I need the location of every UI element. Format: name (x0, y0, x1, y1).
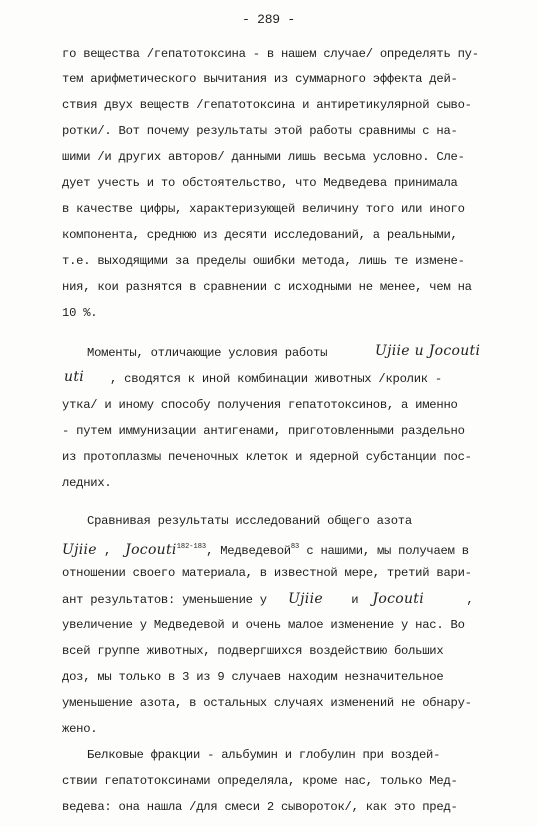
text-line: компонента, среднюю из десяти исследований, а реальными, (62, 228, 458, 242)
handwritten-name: Ujiie (62, 542, 97, 558)
text-line: го вещества /гепатотоксина - в нашем случае/ определять пу- (62, 47, 479, 61)
handwritten-names: Ujiie и Jocouti (375, 343, 481, 359)
text-line: 10 %. (62, 306, 98, 320)
text-line: ротки/. Вот почему результаты этой работы сравнимы с на- (62, 124, 458, 138)
text-line: ледних. (62, 476, 112, 490)
text-line: тем арифметического вычитания из суммарного эффекта дей- (62, 72, 458, 86)
text-line: доз, мы только в 3 из 9 случаев находим незначительное (62, 670, 444, 684)
text-line: из протоплазмы печеночных клеток и ядерной субстанции пос- (62, 450, 472, 464)
text-fragment: и (351, 593, 359, 607)
handwritten-name: Ujiie (288, 591, 323, 607)
text-line: утка/ и иному способу получения гепатотоксинов, а именно (62, 398, 458, 412)
text-line: ствия двух веществ /гепатотоксина и антиретикулярной сыво- (62, 98, 472, 112)
text-line: увеличение у Медведевой и очень малое изменение у нас. Во (62, 618, 465, 632)
text-line: жено. (62, 722, 98, 736)
text-line: ния, кои разнятся в сравнении с исходными не менее, чем на (62, 280, 472, 294)
text-line: ствии гепатотоксинами определяла, кроме нас, только Мед- (62, 774, 458, 788)
handwritten-name: Jocouti (372, 591, 424, 607)
text-line: - путем иммунизации антигенами, приготовленными раздельно (62, 424, 465, 438)
text-line: т.е. выходящими за пределы ошибки метода, лишь те измене- (62, 254, 465, 268)
text-fragment: ант результатов: уменьшение у (62, 593, 267, 607)
page-number: - 289 - (242, 12, 295, 27)
text-line: шими /и других авторов/ данными лишь весьма условно. Сле- (62, 150, 465, 164)
text-line: Сравнивая результаты исследований общего азота (87, 514, 412, 528)
text-line (62, 591, 537, 608)
text-line: всей группе животных, подвергшихся воздействию больших (62, 644, 444, 658)
text-fragment: , (466, 593, 474, 607)
text-fragment: , Медведевой (206, 544, 291, 558)
text-line: дует учесть и то обстоятельство, что Медведева принимала (62, 176, 458, 190)
text-line: отношении своего материала, в известной мере, третий вари- (62, 566, 472, 580)
text-line: Белковые фракции - альбумин и глобулин при воздей- (87, 748, 441, 762)
text-line: уменьшение азота, в остальных случаях изменений не обнару- (62, 696, 472, 710)
reference-superscript: 182-183 (176, 543, 207, 551)
handwritten-name: uti (64, 369, 85, 385)
text-line: Ujiie , Jocouti$^{182-183}$, Медведевой$^{83}$ с нашими, мы получаем в (62, 542, 469, 558)
text-line: ведева: она нашла /для смеси 2 сывороток/, как это пред- (62, 800, 458, 814)
reference-superscript: 83 (290, 543, 300, 551)
text-fragment: с нашими, мы получаем в (299, 544, 469, 558)
text-line: в качестве цифры, характеризующей величину того или иного (62, 202, 465, 216)
text-line: Моменты, отличающие условия работы (87, 346, 328, 360)
text-line: , сводятся к иной комбинации животных /кролик - (110, 372, 442, 386)
handwritten-name: Jocouti (125, 542, 177, 558)
